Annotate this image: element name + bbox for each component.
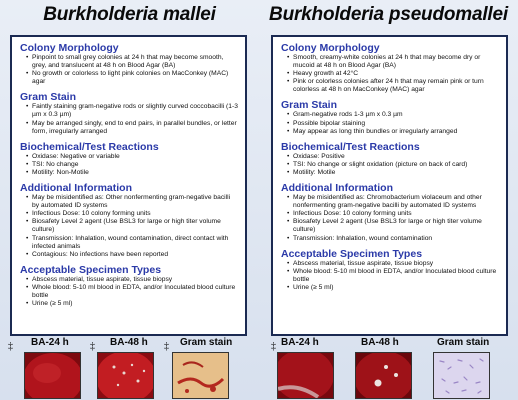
list-item: • Contagious: No infections have been reported [28,251,239,259]
list-item: • Whole blood: 5-10 ml blood in EDTA, and/or Inoculated blood culture bottle [289,268,500,284]
list-item: • May be misidentified as: Chromobacterium violaceum and other nonfermenting gram-negative bacilli by automated ID systems [289,194,500,210]
list-item: • Biosafety Level 2 agent (Use BSL3 for large or high titer volume culture) [28,218,239,234]
list-item: • Heavy growth at 42°C [289,70,500,78]
section-title: Gram Stain [20,91,77,104]
gram-stain-section [281,99,500,135]
section-title: Biochemical/Test Reactions [20,140,159,153]
list-item: • TSI: No change [28,161,239,169]
additional-info-section [20,182,239,259]
list-item: • Urine (≥ 5 ml) [289,284,500,292]
ba24-plate-photo [277,352,334,399]
biochemical-section [20,141,239,177]
list-item: • Urine (≥ 5 ml) [28,300,239,308]
dagger-mark: ‡ [164,341,169,352]
list-item: • Abscess material, tissue aspirate, tissue biopsy [28,276,239,284]
list-item: • Infectious Dose: 10 colony forming units [289,210,500,218]
list-item: • May be misidentified as: Other nonfermenting gram-negative bacilli by automated ID systems [28,194,239,210]
dagger-mark: ‡ [8,341,13,352]
list-item: • Pinpoint to small grey colonies at 24 h that may become smooth, grey, and translucent at 48 h on Blood Agar (BA) [28,54,239,70]
list-item: • Smooth, creamy-white colonies at 24 h that may become dry or mucoid at 48 h on Blood Agar (BA) [289,54,500,70]
photo-label-ba24: BA-24 h [281,337,319,348]
column-burkholderia-pseudomallei [259,0,518,400]
photo-label-ba24: BA-24 h [31,337,69,348]
dagger-mark: ‡ [271,341,276,352]
specimen-types-section [281,248,500,292]
gram-stain-section [20,91,239,135]
ba24-plate-photo [24,352,81,399]
list-item: • Whole blood: 5-10 ml blood in EDTA, and/or Inoculated blood culture bottle [28,284,239,300]
species-title: Burkholderia pseudomallei [269,4,508,25]
photo-label-ba48: BA-48 h [110,337,148,348]
list-item: • Oxidase: Positive [289,153,500,161]
list-item: • Biosafety Level 2 agent (Use BSL3 for large or high titer volume culture) [289,218,500,234]
colony-morphology-section [281,42,500,94]
section-title: Acceptable Specimen Types [20,263,162,276]
list-item: • Abscess material, tissue aspirate, tissue biopsy [289,260,500,268]
photo-label-gram: Gram stain [180,337,233,348]
colony-morphology-section [20,42,239,86]
section-title: Colony Morphology [20,42,119,54]
list-item: • No growth or colorless to light pink colonies on MacConkey (MAC) agar [28,70,239,86]
photo-label-ba48: BA-48 h [361,337,399,348]
specimen-types-section [20,264,239,308]
list-item: • Transmission: Inhalation, wound contamination [289,235,500,243]
ba48-plate-photo [97,352,154,399]
species-title: Burkholderia mallei [43,4,216,25]
photo-label-gram: Gram stain [437,337,490,348]
dagger-mark: ‡ [90,341,95,352]
section-title: Additional Information [281,182,393,195]
section-title: Colony Morphology [281,42,380,54]
additional-info-section [281,182,500,243]
list-item: • Infectious Dose: 10 colony forming units [28,210,239,218]
info-card [271,35,508,336]
list-item: • Faintly staining gram-negative rods or slightly curved coccobacilli (1-3 µm x 0.3 µm) [28,103,239,119]
list-item: • Motility: Non-Motile [28,169,239,177]
gram-stain-photo [172,352,229,399]
list-item: • Pink or colorless colonies after 24 h that may remain pink or turn colorless at 48 h on MacConkey (MAC) agar [289,78,500,94]
list-item: • TSI: No change or slight oxidation (picture on back of card) [289,161,500,169]
ba48-plate-photo [355,352,412,399]
list-item: • Possible bipolar staining [289,120,500,128]
list-item: • Motility: Motile [289,169,500,177]
list-item: • Oxidase: Negative or variable [28,153,239,161]
gram-stain-photo [433,352,490,399]
list-item: • Transmission: Inhalation, wound contamination, direct contact with infected animals [28,235,239,251]
section-title: Gram Stain [281,99,338,112]
list-item: • May appear as long thin bundles or irregularly arranged [289,128,500,136]
list-item: • May be arranged singly, end to end pairs, in parallel bundles, or letter form, irregularly arranged [28,120,239,136]
list-item: • Gram-negative rods 1-3 µm x 0.3 µm [289,111,500,119]
biochemical-section [281,141,500,177]
section-title: Acceptable Specimen Types [281,247,423,260]
section-title: Biochemical/Test Reactions [281,140,420,153]
section-title: Additional Information [20,182,132,195]
info-card [10,35,247,336]
